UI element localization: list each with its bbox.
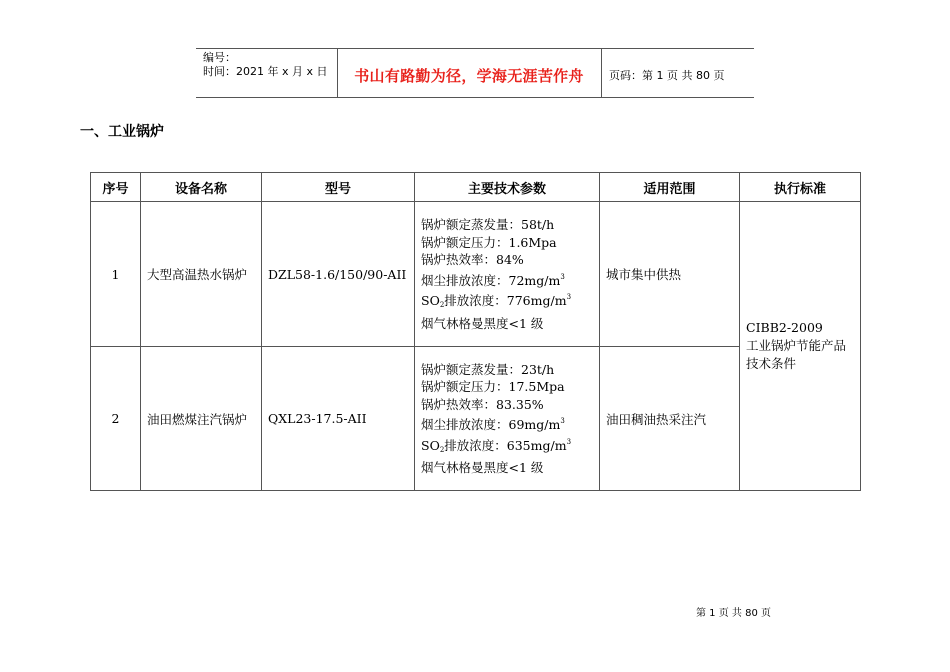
param-evaporation: 锅炉额定蒸发量：58t/h <box>421 217 555 232</box>
header-scope: 适用范围 <box>600 173 740 202</box>
header-index: 序号 <box>91 173 141 202</box>
row-standard <box>740 202 861 491</box>
boiler-table <box>90 172 861 491</box>
motto-text: 书山有路勤为径，学海无涯苦作舟 <box>354 67 584 85</box>
row-name: 大型高温热水锅炉 <box>141 202 262 347</box>
section-title: 一、工业锅炉 <box>80 124 164 140</box>
time-label: 时间：2021 年 x 月 x 日 <box>203 65 328 78</box>
page-footer: 第 1 页 共 80 页 <box>696 608 771 619</box>
param-dust: 烟尘排放浓度：$69mg/m^3$ <box>421 417 565 432</box>
header-page-cell <box>602 49 754 97</box>
param-so2: $SO_2$排放浓度：$776mg/m^3$ <box>421 293 572 309</box>
table-row <box>91 202 861 347</box>
document-header <box>196 48 754 98</box>
row-index: 2 <box>91 347 141 491</box>
param-efficiency: 锅炉热效率：83.35% <box>421 396 544 412</box>
param-evaporation: 锅炉额定蒸发量：23t/h <box>421 361 555 377</box>
header-name: 设备名称 <box>141 173 262 202</box>
number-label: 编号： <box>203 51 236 64</box>
page-label: 页码：第 1 页 共 80 页 <box>609 69 725 82</box>
row-params <box>415 202 600 347</box>
row-name: 油田燃煤注汽锅炉 <box>141 347 262 491</box>
header-params: 主要技术参数 <box>415 173 600 202</box>
row-model: DZL58-1.6/150/90-AII <box>262 202 415 347</box>
row-scope: 城市集中供热 <box>600 202 740 347</box>
header-standard: 执行标准 <box>740 173 861 202</box>
header-model: 型号 <box>262 173 415 202</box>
row-params <box>415 347 600 491</box>
param-ringelmann: 烟气林格曼黑度<1 级 <box>421 315 544 331</box>
header-info-cell <box>196 49 338 97</box>
table-header-row <box>91 173 861 202</box>
row-scope: 油田稠油热采注汽 <box>600 347 740 491</box>
header-motto-cell <box>337 49 602 97</box>
param-efficiency: 锅炉热效率：84% <box>421 252 524 267</box>
param-pressure: 锅炉额定压力：1.6Mpa <box>421 234 557 250</box>
row-index: 1 <box>91 202 141 347</box>
standard-text: 工业锅炉节能产品技术条件 <box>746 338 847 371</box>
param-pressure: 锅炉额定压力：17.5Mpa <box>421 379 565 394</box>
param-ringelmann: 烟气林格曼黑度<1 级 <box>421 460 544 475</box>
row-model: QXL23-17.5-AII <box>262 347 415 491</box>
param-so2: $SO_2$排放浓度：$635mg/m^3$ <box>421 437 572 454</box>
param-dust: 烟尘排放浓度：$72mg/m^3$ <box>421 272 565 288</box>
standard-code: CIBB2-2009 <box>746 320 823 335</box>
